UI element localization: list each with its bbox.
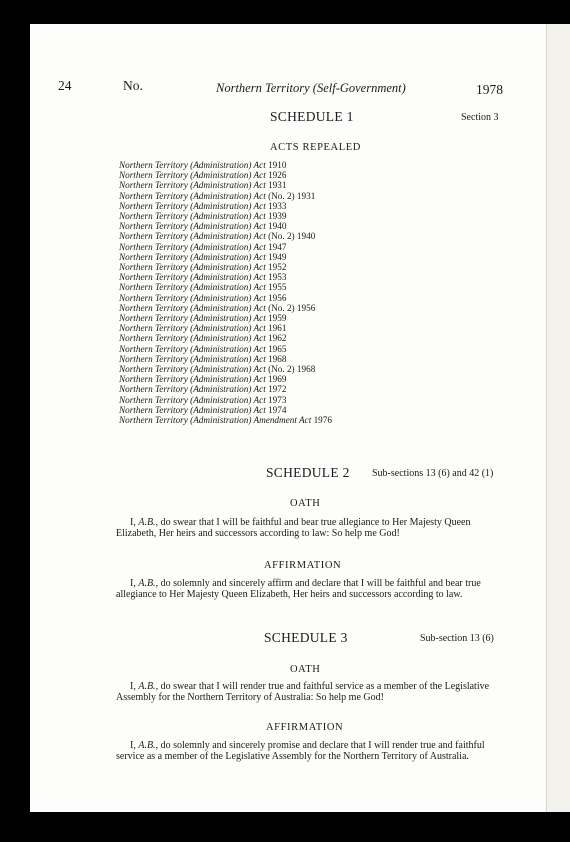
repealed-act-item: Northern Territory (Administration) Act (No. 2) 1968 [119, 364, 316, 375]
repealed-act-item: Northern Territory (Administration) Act 1949 [119, 251, 287, 262]
schedule-2-affirmation-heading: AFFIRMATION [264, 560, 342, 571]
running-title: Northern Territory (Self-Government) [216, 81, 406, 95]
schedule-2-heading: SCHEDULE 2 [266, 465, 350, 480]
year: 1978 [476, 82, 503, 97]
repealed-act-item: Northern Territory (Administration) Act 1961 [119, 323, 287, 334]
repealed-act-item: Northern Territory (Administration) Amendment Act 1976 [119, 415, 332, 426]
schedule-2-oath-line-1: I, A.B., do swear that I will be faithful and bear true allegiance to Her Majesty Queen [130, 517, 471, 528]
schedule-3-section-ref: Sub-section 13 (6) [420, 633, 494, 644]
repealed-act-item: Northern Territory (Administration) Act (No. 2) 1956 [119, 302, 316, 313]
repealed-act-item: Northern Territory (Administration) Act 1956 [119, 292, 287, 303]
repealed-act-item: Northern Territory (Administration) Act 1940 [119, 221, 287, 232]
repealed-act-item: Northern Territory (Administration) Act 1968 [119, 353, 287, 364]
repealed-act-item: Northern Territory (Administration) Act (No. 2) 1931 [119, 190, 316, 201]
schedule-2-affirmation-line-2: allegiance to Her Majesty Queen Elizabeth, Her heirs and successors according to law. [116, 589, 463, 600]
page-number: 24 [58, 78, 72, 93]
repealed-act-item: Northern Territory (Administration) Act 1926 [119, 170, 287, 181]
repealed-act-item: Northern Territory (Administration) Act (No. 2) 1940 [119, 231, 316, 242]
schedule-2-affirmation-line-1: I, A.B., do solemnly and sincerely affirm and declare that I will be faithful and bear true [130, 578, 481, 589]
repealed-act-item: Northern Territory (Administration) Act 1953 [119, 272, 287, 283]
schedule-1-heading: SCHEDULE 1 [270, 109, 354, 124]
repealed-act-item: Northern Territory (Administration) Act 1931 [119, 180, 287, 191]
repealed-act-item: Northern Territory (Administration) Act 1939 [119, 211, 287, 222]
repealed-act-item: Northern Territory (Administration) Act 1969 [119, 374, 287, 385]
schedule-2-section-ref: Sub-sections 13 (6) and 42 (1) [372, 468, 494, 479]
repealed-act-item: Northern Territory (Administration) Act 1955 [119, 282, 287, 293]
repealed-act-item: Northern Territory (Administration) Act 1959 [119, 313, 287, 324]
schedule-2-oath-line-2: Elizabeth, Her heirs and successors according to law: So help me God! [116, 528, 400, 539]
act-number-label: No. [123, 78, 143, 93]
schedule-3-affirmation-line-2: service as a member of the Legislative Assembly for the Northern Territory of Australia. [116, 751, 469, 762]
schedule-3-affirmation-heading: AFFIRMATION [266, 722, 344, 733]
repealed-act-item: Northern Territory (Administration) Act 1965 [119, 343, 287, 354]
repealed-act-item: Northern Territory (Administration) Act 1962 [119, 333, 287, 344]
schedule-3-oath-heading: OATH [290, 664, 321, 675]
schedule-3-affirmation-line-1: I, A.B., do solemnly and sincerely promise and declare that I will render true and faithful [130, 740, 485, 751]
schedule-3-oath-line-1: I, A.B., do swear that I will render true and faithful service as a member of the Legislative [130, 681, 490, 692]
repealed-act-item: Northern Territory (Administration) Act 1972 [119, 384, 287, 395]
acts-repealed-list [119, 160, 332, 425]
repealed-act-item: Northern Territory (Administration) Act 1910 [119, 160, 287, 170]
repealed-act-item: Northern Territory (Administration) Act 1974 [119, 404, 287, 415]
schedule-1-section-ref: Section 3 [461, 112, 499, 123]
repealed-act-item: Northern Territory (Administration) Act 1933 [119, 200, 287, 211]
schedule-3-heading: SCHEDULE 3 [264, 630, 348, 645]
schedule-2-oath-heading: OATH [290, 498, 321, 509]
schedule-3-oath-line-2: Assembly for the Northern Territory of Australia: So help me God! [116, 692, 384, 703]
repealed-act-item: Northern Territory (Administration) Act 1947 [119, 241, 287, 252]
repealed-act-item: Northern Territory (Administration) Act 1973 [119, 394, 287, 405]
acts-repealed-heading: ACTS REPEALED [270, 142, 361, 153]
repealed-act-item: Northern Territory (Administration) Act 1952 [119, 262, 287, 273]
page-edge [546, 24, 570, 812]
